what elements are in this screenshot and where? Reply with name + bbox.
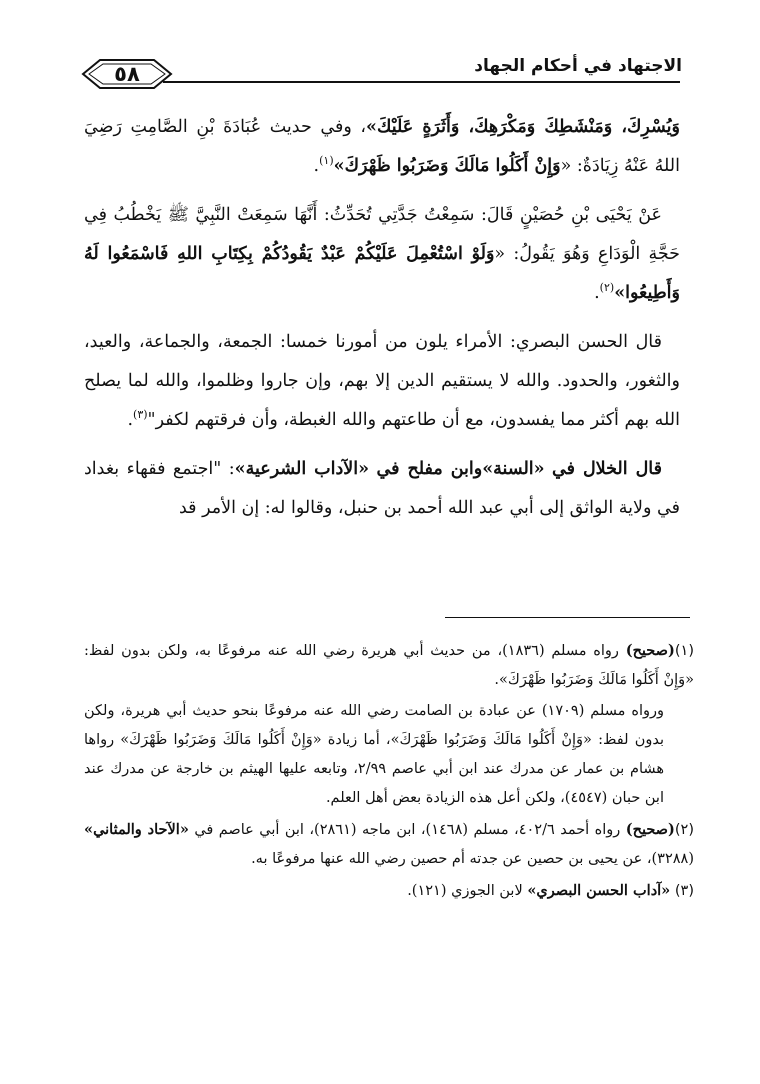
main-text — [84, 108, 680, 538]
hadith-grade: (صحيح) — [625, 821, 675, 838]
footnote-2 — [84, 815, 694, 874]
footnote-text: ورواه مسلم (١٧٠٩) عن عبادة بن الصامت رضي الله عنه مرفوعًا بنحو حديث أبي هريرة، ولكن بدون لفظ: «وَإِنْ أَكَلُوا مَالَكَ وَضَرَبُوا ظَهْرَكَ»، أما زيادة «وَإِنْ أَكَلُوا مَالَكَ وَضَرَبُوا ظَهْرَكَ» رواها هشام بن عمار عن مدرك عند ابن أبي عاصم ٢/٩٩، وتابعه عليها الهيثم بن خارجة عن مدرك عند ابن حبان (٤٥٤٧)، ولكن أعل هذه الزيادة بعض أهل العلم. — [84, 703, 664, 806]
narration-text: عَنْ يَحْيَى بْنِ حُصَيْنٍ قَالَ: سَمِعْتُ جَدَّتِي تُحَدِّثُ: أَنَّهَا سَمِعَتْ النَّبِيَّ ﷺ يَخْطُبُ فِي حَجَّةِ الْوَدَاعِ وَهُوَ يَقُولُ: « — [84, 205, 680, 264]
footnote-separator — [445, 617, 690, 618]
footnote-number: (٢) — [674, 822, 694, 838]
footnote-ref[interactable]: (٣) — [133, 408, 148, 422]
quote-text: : "اجتمع فقهاء بغداد في ولاية الواثق إلى أبي عبد الله أحمد بن حنبل، وقالوا له: إن الأمر قد — [84, 459, 680, 518]
punctuation: . — [313, 156, 320, 176]
book-title: «آداب الحسن البصري» — [527, 882, 671, 899]
footnote-3 — [84, 876, 694, 906]
narration-text: ، وفي حديث عُبَادَةَ بْنِ الصَّامِتِ رَضِيَ اللهُ عَنْهُ زِيَادَةٌ: « — [84, 117, 680, 176]
book-title: «الآحاد والمثاني» — [84, 821, 189, 838]
punctuation: . — [594, 283, 600, 303]
footnote-number: (١) — [674, 643, 694, 659]
hadith-text: وَيُسْرِكَ، وَمَنْشَطِكَ وَمَكْرَهِكَ، وَأَثَرَةٍ عَلَيْكَ» — [366, 117, 680, 137]
hadith-text: وَلَوْ اسْتُعْمِلَ عَلَيْكُمْ عَبْدٌ يَقُودُكُمْ بِكِتَابِ اللهِ فَاسْمَعُوا لَهُ وَأَطِيعُوا» — [84, 244, 680, 303]
hadith-grade: (صحيح) — [625, 642, 675, 659]
footnote-text: لابن الجوزي (١٢١). — [407, 883, 528, 899]
page-number: ٥٨ — [114, 62, 140, 86]
footnote-text: رواه مسلم (١٨٣٦)، من حديث أبي هريرة رضي الله عنه مرفوعًا به، ولكن بدون لفظ: «وَإِنْ أَكَلُوا مَالَكَ وَضَرَبُوا ظَهْرَكَ». — [84, 643, 694, 688]
footnote-ref[interactable]: (١) — [319, 154, 334, 168]
footnote-text: (٣٢٨٨)، عن يحيى بن حصين عن جدته أم حصين رضي الله عنها مرفوعًا به. — [251, 851, 694, 867]
paragraph-2 — [84, 196, 680, 313]
footnote-text: رواه أحمد ٤٠٢/٦، مسلم (١٤٦٨)، ابن ماجه (٢٨٦١)، ابن أبي عاصم في — [188, 822, 626, 838]
paragraph-4 — [84, 450, 680, 528]
footnote-1 — [84, 636, 694, 695]
quote-text: قال الحسن البصري: الأمراء يلون من أمورنا خمسا: الجمعة، والجماعة، والعيد، والثغور، والحدود. والله لا يستقيم الدين إلا بهم، وإن جاروا وظلموا، والله لما يصلح الله بهم أكثر مما يفسدون، مع أن طاعتهم والله الغبطة، وأن فرقتهم لكفر" — [84, 332, 680, 430]
punctuation: . — [127, 410, 134, 430]
paragraph-1 — [84, 108, 680, 186]
book-title: «الآداب الشرعية» — [234, 459, 370, 479]
author-name: قال الخلال في — [552, 459, 662, 479]
footnote-number: (٣) — [674, 883, 694, 899]
hadith-text: وَإِنْ أَكَلُوا مَالَكَ وَضَرَبُوا ظَهْرَكَ» — [333, 156, 561, 176]
book-title: «السنة» — [482, 459, 545, 479]
page-number-badge — [80, 56, 174, 92]
author-name: وابن مفلح في — [376, 459, 483, 479]
footnote-1-continued — [84, 697, 664, 813]
paragraph-3 — [84, 323, 680, 440]
header-rule — [163, 81, 680, 83]
running-header-title: الاجتهاد في أحكام الجهاد — [474, 56, 682, 76]
footnote-ref[interactable]: (٢) — [599, 281, 615, 295]
footnotes — [84, 636, 694, 908]
